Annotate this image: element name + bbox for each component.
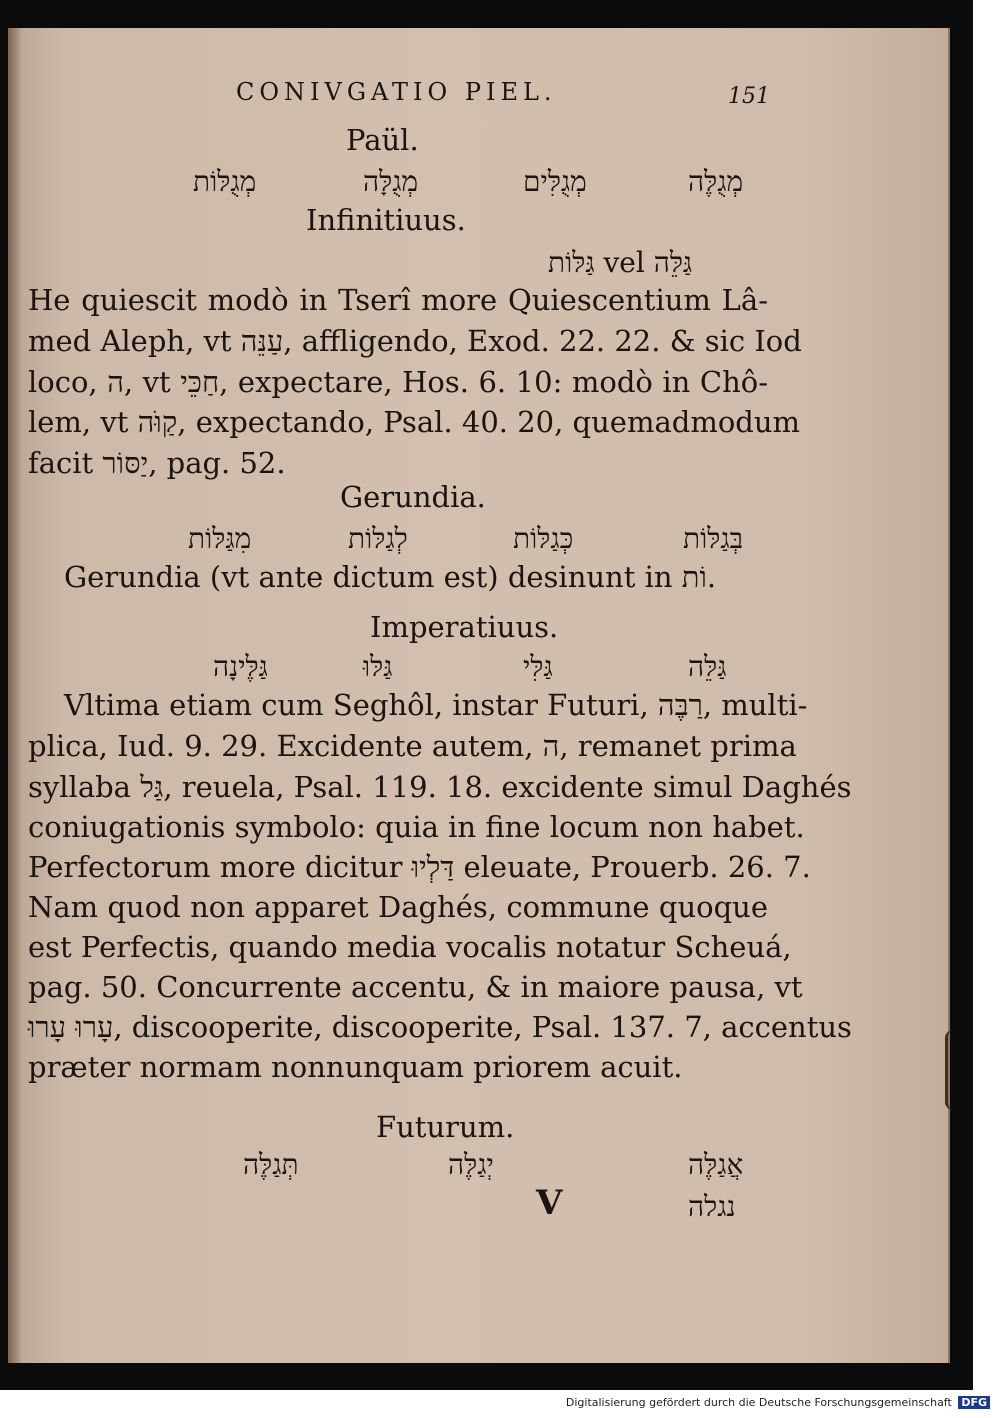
text-line: pag. 50. Concurrente accentu, & in maiore pausa, vt	[28, 970, 803, 1004]
text-line: præter normam nonnunquam priorem acuit.	[28, 1050, 683, 1084]
running-title: CONIVGATIO PIEL.	[236, 78, 557, 106]
text-line: est Perfectis, quando media vocalis notatur Scheuá,	[28, 930, 792, 964]
heading-future: Futurum.	[376, 1110, 515, 1144]
hebrew-form: מְגֻלָּה	[363, 165, 419, 198]
text-line: lem, vt קַוֹּה, expectando, Psal. 40. 20, quemadmodum	[28, 405, 801, 439]
hebrew-form: גַּלּוּ	[363, 650, 393, 683]
text-line: עָרוּ עָרוּ, discooperite, discooperite, Psal. 137. 7, accentus	[28, 1010, 852, 1044]
hebrew-form: מְגֻלֶּה	[688, 165, 744, 198]
text-line: Nam quod non apparet Daghés, commune quoque	[28, 890, 768, 924]
hebrew-form: מִגַּלּוֹת	[188, 522, 252, 555]
text-line: plica, Iud. 9. 29. Excidente autem, ה, remanet prima	[28, 729, 797, 763]
signature-mark: V	[536, 1183, 563, 1223]
hebrew-form: תְּגַלֶּה	[243, 1148, 299, 1181]
text-line: syllaba גַּל, reuela, Psal. 119. 18. excidente simul Daghés	[28, 770, 852, 804]
text-line: He quiescit modò in Tserî more Quiescentium Lâ-	[28, 283, 768, 317]
heading-paul: Paül.	[346, 123, 419, 157]
heading-gerund: Gerundia.	[340, 480, 486, 514]
text-line: Vltima etiam cum Seghôl, instar Futuri, רַבֶּה, multi-	[64, 688, 808, 722]
text-line: facit יַסּוֹר, pag. 52.	[28, 446, 286, 480]
hebrew-form: מְגֻלִּים	[523, 165, 587, 198]
text-line: loco, ה, vt חַכֵּי, expectare, Hos. 6. 10: modò in Chô-	[28, 365, 768, 399]
heading-imperative: Imperatiuus.	[370, 610, 559, 644]
text-line: Perfectorum more dicitur דַּלְיוּ eleuate, Prouerb. 26. 7.	[28, 850, 811, 884]
page-number: 151	[728, 84, 770, 109]
page-edge-bracket	[945, 1030, 956, 1110]
dfg-logo: DFG	[958, 1396, 990, 1409]
hebrew-form: מְגֻלּוֹת	[193, 165, 257, 198]
catchword: נגלה	[688, 1190, 736, 1223]
hebrew-form: גַּלֵּה	[688, 650, 727, 683]
text-line: coniugationis symbolo: quia in fine locum non habet.	[28, 810, 805, 844]
hebrew-form: גַּלֶּינָה	[213, 650, 268, 683]
hebrew-form: לְגַלּוֹת	[348, 522, 408, 555]
hebrew-form: כְּגַלּוֹת	[513, 522, 574, 555]
footer-credit: Digitalisierung gefördert durch die Deutsche Forschungsgemeinschaft	[565, 1396, 952, 1409]
hebrew-form: אֲגַלֶּה	[688, 1148, 744, 1181]
hebrew-form: גַּלִּי	[523, 650, 553, 683]
book-page	[8, 28, 950, 1363]
text-line: med Aleph, vt עַנֵּה, affligendo, Exod. 22. 22. & sic Iod	[28, 324, 802, 358]
hebrew-form: יְגַלֶּה	[448, 1148, 494, 1181]
hebrew-form-pair: גַּלֵּה vel גַּלּוֹת	[548, 246, 693, 279]
digitization-footer	[560, 1396, 990, 1414]
text-line: Gerundia (vt ante dictum est) desinunt in וֹת.	[64, 560, 717, 594]
hebrew-form: בְּגַלּוֹת	[683, 522, 744, 555]
heading-infinitive: Infinitiuus.	[306, 203, 466, 237]
